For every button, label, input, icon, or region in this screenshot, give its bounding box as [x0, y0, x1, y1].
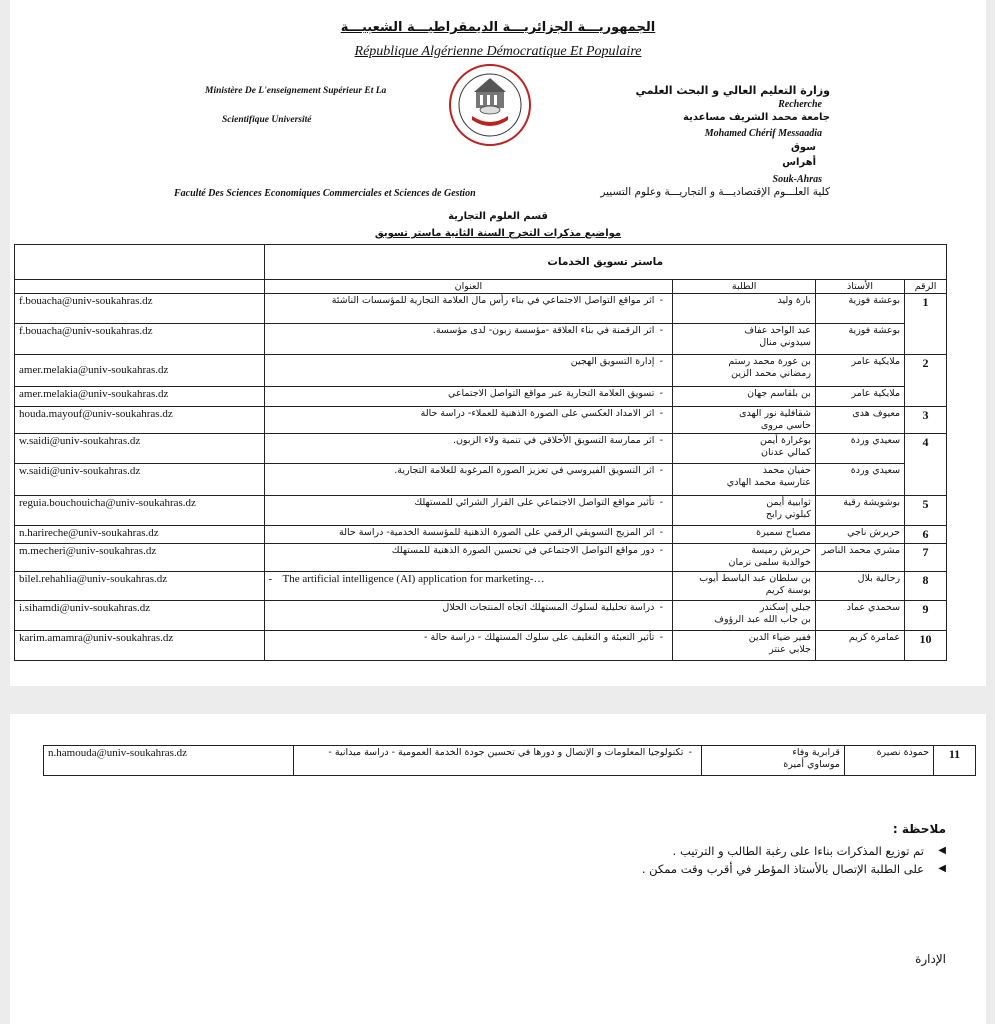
email-cell: n.harireche@univ-soukahras.dz	[15, 526, 265, 544]
note-text: على الطلبة الإتصال بالأستاذ المؤطر في أقرب وقت ممكن .	[641, 862, 924, 876]
university-arabic: جامعة محمد الشريف مساعدية	[683, 112, 830, 123]
student-name: رمضاني محمد الزين	[731, 368, 811, 379]
title-text: The artificial intelligence (AI) application for marketing-…	[282, 573, 545, 585]
number-cell: 2	[905, 355, 947, 407]
republic-title-french: République Algérienne Démocratique Et Populaire	[354, 44, 642, 59]
student-name: حاسي مروى	[760, 420, 811, 431]
arrow-bullet-icon: ◀	[938, 863, 946, 874]
faculty-arabic: كلية العلـــوم الإقتصاديـــة و التجاريـــة وعلوم التسيير	[600, 186, 830, 198]
title-cell: -دراسة تحليلية لسلوك المستهلك اتجاه المنتجات الحلال	[264, 601, 673, 631]
table-row	[15, 526, 947, 544]
student-name: بن عورة محمد رستم	[728, 356, 811, 367]
email-cell: bilel.rehahlia@univ-soukahras.dz	[15, 572, 265, 601]
title-text: اثر الامداد العكسي على الصورة الذهنية للعملاء- دراسة حالة	[420, 408, 655, 419]
title-text: تسويق العلامة التجارية عبر مواقع التواصل الاجتماعي	[447, 388, 655, 399]
title-text: إدارة التسويق الهجين	[570, 356, 655, 367]
column-professor: الأستاذ	[815, 280, 904, 294]
email-cell: w.saidi@univ-soukahras.dz	[15, 464, 265, 496]
document-page-2	[10, 714, 986, 1024]
student-name: بوسنة كريم	[765, 585, 811, 596]
number-cell: 4	[905, 434, 947, 496]
table-row	[15, 407, 947, 434]
number-cell: 6	[905, 526, 947, 544]
student-name: حريرش رميسة	[751, 545, 811, 556]
table-band-empty	[15, 245, 265, 280]
title-text: دراسة تحليلية لسلوك المستهلك اتجاه المنتجات الحلال	[442, 602, 655, 613]
table-row	[15, 387, 947, 407]
note-item	[246, 842, 946, 860]
university-seal-logo	[446, 62, 534, 148]
student-name: بارة وليد	[777, 295, 811, 306]
student-name: جلابي عنتر	[769, 644, 811, 655]
student-name: قرابرية وفاء	[792, 747, 840, 758]
student-name: ففير ضياء الدين	[748, 632, 811, 643]
number-cell: 8	[905, 572, 947, 601]
department-title: قسم العلوم التجارية	[448, 211, 548, 222]
number-cell: 7	[905, 544, 947, 572]
recherche-label: Recherche	[778, 99, 822, 110]
number-cell: 1	[905, 294, 947, 355]
title-text: دور مواقع التواصل الاجتماعي في تحسين الصورة الذهنية للمستهلك	[391, 545, 655, 556]
professor-cell: بوعشة فوزية	[815, 324, 904, 355]
title-text: اثر ممارسة التسويق الأخلاقي في تنمية ولاء الزبون.	[452, 435, 655, 446]
number-cell: 9	[905, 601, 947, 631]
title-cell: -اثر المزيج التسويقي الرقمي على الصورة الذهنية للمؤسسة الخدمية- دراسة حالة	[264, 526, 673, 544]
students-cell	[673, 324, 816, 355]
students-cell	[673, 434, 816, 464]
students-cell	[673, 572, 816, 601]
arrow-bullet-icon: ◀	[938, 845, 946, 856]
students-cell	[702, 746, 845, 776]
professor-cell: ملايكية عامر	[815, 387, 904, 407]
title-text: اثر مواقع التواصل الاجتماعي في بناء رأس مال العلامة التجارية للمؤسسات الناشئة	[331, 295, 655, 306]
topics-table-continued	[43, 745, 976, 776]
subjects-title: مواضيع مذكرات التخرج السنة الثانية ماستر تسويق	[374, 228, 622, 239]
students-cell	[673, 355, 816, 387]
university-french: Mohamed Chérif Messaadia	[704, 128, 822, 139]
city-arabic-line2: أهراس	[782, 157, 816, 168]
title-cell: -اثر التسويق الفيروسي في تعزيز الصورة المرغوبة للعلامة التجارية.	[264, 464, 673, 496]
students-cell	[673, 387, 816, 407]
table-row	[15, 294, 947, 324]
title-cell: -تأثير مواقع التواصل الاجتماعي على القرار الشرائي للمستهلك	[264, 496, 673, 526]
student-name: عتارسية محمد الهادي	[726, 477, 811, 488]
professor-cell: سعيدي وردة	[815, 434, 904, 464]
professor-cell: سعيدي وردة	[815, 464, 904, 496]
title-cell: -اثر الامداد العكسي على الصورة الذهنية للعملاء- دراسة حالة	[264, 407, 673, 434]
student-name: كبلوتي رابح	[765, 509, 811, 520]
student-name: بن جاب الله عبد الرؤوف	[714, 614, 811, 625]
document-page-1	[10, 0, 986, 686]
city-french: Souk-Ahras	[772, 174, 822, 185]
title-text: اثر المزيج التسويقي الرقمي على الصورة الذهنية للمؤسسة الخدمية- دراسة حالة	[339, 527, 655, 538]
table-row	[15, 572, 947, 601]
table-row	[15, 434, 947, 464]
title-text: تكنولوجيا المعلومات و الإتصال و دورها في تحسين جودة الخدمة العمومية - دراسة ميدانية -	[328, 747, 684, 758]
table-row	[15, 631, 947, 661]
professor-cell: بوعشة فوزية	[815, 294, 904, 324]
student-name: شقافلية نور الهدى	[739, 408, 811, 419]
students-cell	[673, 407, 816, 434]
professor-cell: سحمدي عماد	[815, 601, 904, 631]
table-row	[15, 601, 947, 631]
email-cell: f.bouacha@univ-soukahras.dz	[15, 324, 265, 355]
ministry-arabic: وزارة التعليم العالي و البحث العلمي	[635, 84, 830, 97]
professor-cell: حمودة نصيرة	[844, 746, 933, 776]
email-cell: n.hamouda@univ-soukahras.dz	[44, 746, 294, 776]
professor-cell: بوشويشة رقية	[815, 496, 904, 526]
student-name: موساوي أميرة	[783, 759, 840, 770]
title-cell: -اثر الرقمنة في بناء العلاقة -مؤسسة زبون- لدى مؤسسة.	[264, 324, 673, 355]
students-cell	[673, 544, 816, 572]
email-cell: w.saidi@univ-soukahras.dz	[15, 434, 265, 464]
ministry-french-line1: Ministère De L'enseignement Supérieur Et La	[205, 86, 387, 96]
email-cell: f.bouacha@univ-soukahras.dz	[15, 294, 265, 324]
professor-cell: رحالية بلال	[815, 572, 904, 601]
professor-cell: معيوف هدى	[815, 407, 904, 434]
title-cell: - The artificial intelligence (AI) application for marketing-…	[264, 572, 673, 601]
student-name: خوالدية سلمى نرمان	[728, 557, 811, 568]
student-name: مصباح سميرة	[756, 527, 811, 538]
notes-heading: ملاحظة :	[892, 822, 946, 836]
email-cell: karim.amamra@univ-soukahras.dz	[15, 631, 265, 661]
number-cell: 3	[905, 407, 947, 434]
student-name: بوغرارة أيمن	[759, 435, 811, 446]
column-title: العنوان	[264, 280, 673, 294]
table-row	[15, 324, 947, 355]
students-cell	[673, 526, 816, 544]
title-cell: -دور مواقع التواصل الاجتماعي في تحسين الصورة الذهنية للمستهلك	[264, 544, 673, 572]
note-item	[246, 860, 946, 878]
column-number: الرقم	[905, 280, 947, 294]
header-email-cell	[15, 280, 265, 294]
notes-section	[246, 822, 946, 878]
email-cell: houda.mayouf@univ-soukahras.dz	[15, 407, 265, 434]
title-cell: -اثر ممارسة التسويق الأخلاقي في تنمية ولاء الزبون.	[264, 434, 673, 464]
table-row	[15, 355, 947, 387]
republic-title-arabic: الجمهوريـــة الجزائريـــة الديمقراطيـــة الشعبيـــة	[340, 20, 656, 35]
faculty-french: Faculté Des Sciences Economiques Commerciales et Sciences de Gestion	[174, 188, 476, 199]
title-cell: -اثر مواقع التواصل الاجتماعي في بناء رأس مال العلامة التجارية للمؤسسات الناشئة	[264, 294, 673, 324]
student-name: ثوابيية أيمن	[766, 497, 811, 508]
title-text: تأثير التعبئة و التغليف على سلوك المستهلك - دراسة حالة -	[424, 632, 655, 643]
email-cell: i.sihamdi@univ-soukahras.dz	[15, 601, 265, 631]
title-text: تأثير مواقع التواصل الاجتماعي على القرار الشرائي للمستهلك	[414, 497, 655, 508]
note-text: تم توزيع المذكرات بناءا على رغبة الطالب و الترتيب .	[672, 844, 924, 858]
students-cell	[673, 496, 816, 526]
students-cell	[673, 631, 816, 661]
title-text: اثر الرقمنة في بناء العلاقة -مؤسسة زبون- لدى مؤسسة.	[432, 325, 655, 336]
email-cell: reguia.bouchouicha@univ-soukahras.dz	[15, 496, 265, 526]
topics-table	[14, 244, 947, 661]
email-cell: amer.melakia@univ-soukahras.dz	[15, 355, 265, 387]
student-name: كمالي عدنان	[761, 447, 811, 458]
table-row	[15, 496, 947, 526]
student-name: حفيان محمد	[762, 465, 811, 476]
professor-cell: مشري محمد الناصر	[815, 544, 904, 572]
students-cell	[673, 294, 816, 324]
title-cell: -تسويق العلامة التجارية عبر مواقع التواصل الاجتماعي	[264, 387, 673, 407]
city-arabic-line1: سوق	[790, 142, 816, 153]
table-row	[44, 746, 976, 776]
title-cell: -إدارة التسويق الهجين	[264, 355, 673, 387]
email-cell: amer.melakia@univ-soukahras.dz	[15, 387, 265, 407]
student-name: عبد الواحد عفاف	[744, 325, 811, 336]
administration-signature: الإدارة	[915, 952, 946, 966]
professor-cell: حريرش ناجي	[815, 526, 904, 544]
number-cell: 5	[905, 496, 947, 526]
number-cell: 10	[905, 631, 947, 661]
column-students: الطلبة	[673, 280, 816, 294]
table-row	[15, 464, 947, 496]
student-name: بن سلطان عبد الباسط أيوب	[699, 573, 811, 584]
title-text: اثر التسويق الفيروسي في تعزيز الصورة المرغوبة للعلامة التجارية.	[394, 465, 655, 476]
number-cell: 11	[934, 746, 976, 776]
title-cell: -تكنولوجيا المعلومات و الإتصال و دورها في تحسين جودة الخدمة العمومية - دراسة ميدانية -	[293, 746, 702, 776]
ministry-french-line2: Scientifique Université	[222, 115, 312, 125]
email-cell: m.mecheri@univ-soukahras.dz	[15, 544, 265, 572]
student-name: جبلي إسكندر	[759, 602, 811, 613]
professor-cell: ملايكية عامر	[815, 355, 904, 387]
title-cell: -تأثير التعبئة و التغليف على سلوك المستهلك - دراسة حالة -	[264, 631, 673, 661]
students-cell	[673, 464, 816, 496]
professor-cell: عمامرة كريم	[815, 631, 904, 661]
table-row	[15, 544, 947, 572]
student-name: بن بلقاسم جهان	[747, 388, 811, 399]
program-title: ماستر تسويق الخدمات	[264, 245, 947, 280]
student-name: سيدوني منال	[759, 337, 811, 348]
students-cell	[673, 601, 816, 631]
